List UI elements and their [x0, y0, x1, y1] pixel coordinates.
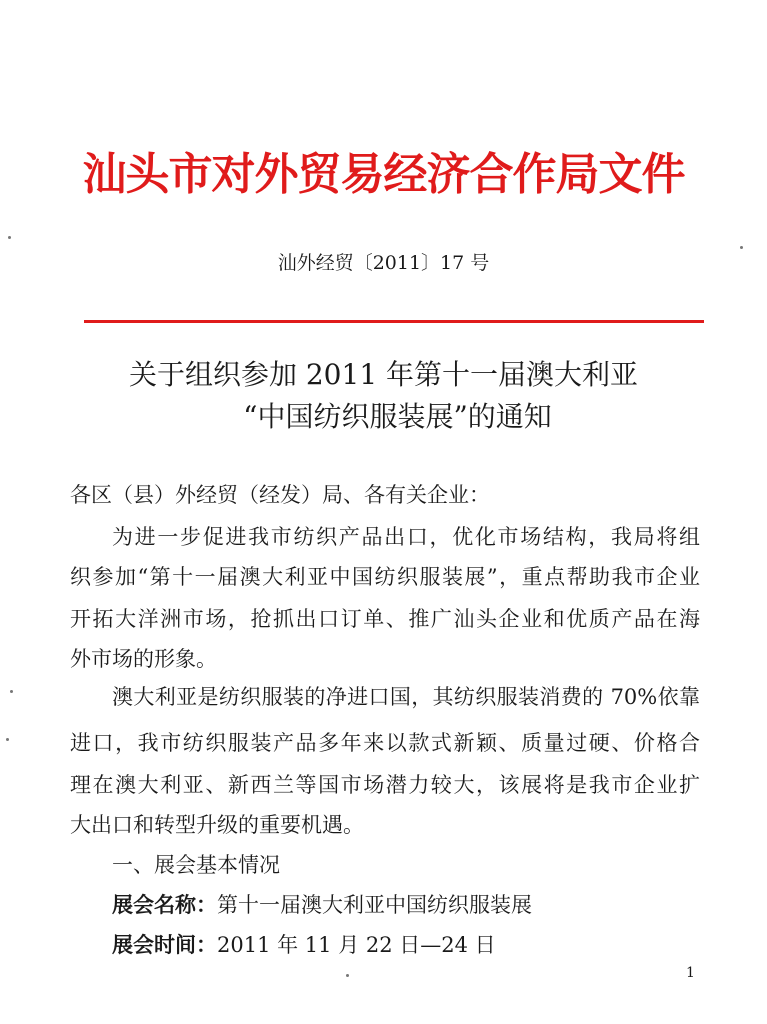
scan-speck: [740, 246, 743, 249]
fair-time-row: [112, 926, 700, 964]
red-separator-line: [84, 320, 704, 323]
fair-name-row: [112, 886, 700, 924]
paragraph-2-line: 澳大利亚是纺织服装的净进口国，其纺织服装消费的 70%依靠: [112, 685, 700, 709]
document-number: 汕外经贸〔2011〕17 号: [277, 252, 490, 274]
page-number: 1: [686, 965, 695, 981]
fair-name-label: 展会名称：: [112, 892, 217, 917]
section-1-heading: 一、展会基本情况: [112, 853, 280, 877]
fair-time-value: 2011 年 11 月 22 日—24 日: [217, 933, 496, 957]
paragraph-2-line: 理在澳大利亚、新西兰等国市场潜力较大，该展将是我市企业扩: [70, 773, 700, 797]
document-title-line-1: 关于组织参加 2011 年第十一届澳大利亚: [128, 358, 639, 391]
fair-time-label: 展会时间：: [112, 932, 217, 957]
paragraph-2-line: 进口，我市纺织服装产品多年来以款式新颖、质量过硬、价格合: [70, 731, 700, 755]
paragraph-1-line: 外市场的形象。: [70, 647, 217, 671]
paragraph-2-line: 大出口和转型升级的重要机遇。: [70, 813, 364, 837]
document-title-line-2: “中国纺织服装展”的通知: [243, 400, 552, 433]
scan-speck: [10, 690, 13, 693]
scan-speck: [6, 738, 9, 741]
paragraph-1-line: 开拓大洋洲市场，抢抓出口订单、推广汕头企业和优质产品在海: [70, 607, 700, 631]
fair-name-value: 第十一届澳大利亚中国纺织服装展: [217, 893, 532, 917]
paragraph-1-line: 织参加“第十一届澳大利亚中国纺织服装展”，重点帮助我市企业: [70, 565, 700, 589]
paragraph-1-line: 为进一步促进我市纺织产品出口，优化市场结构，我局将组: [112, 525, 700, 549]
salutation: 各区（县）外经贸（经发）局、各有关企业：: [70, 483, 490, 507]
scan-speck: [346, 974, 349, 977]
issuing-authority-header: 汕头市对外贸易经济合作局文件: [82, 149, 685, 200]
scan-speck: [8, 236, 11, 239]
